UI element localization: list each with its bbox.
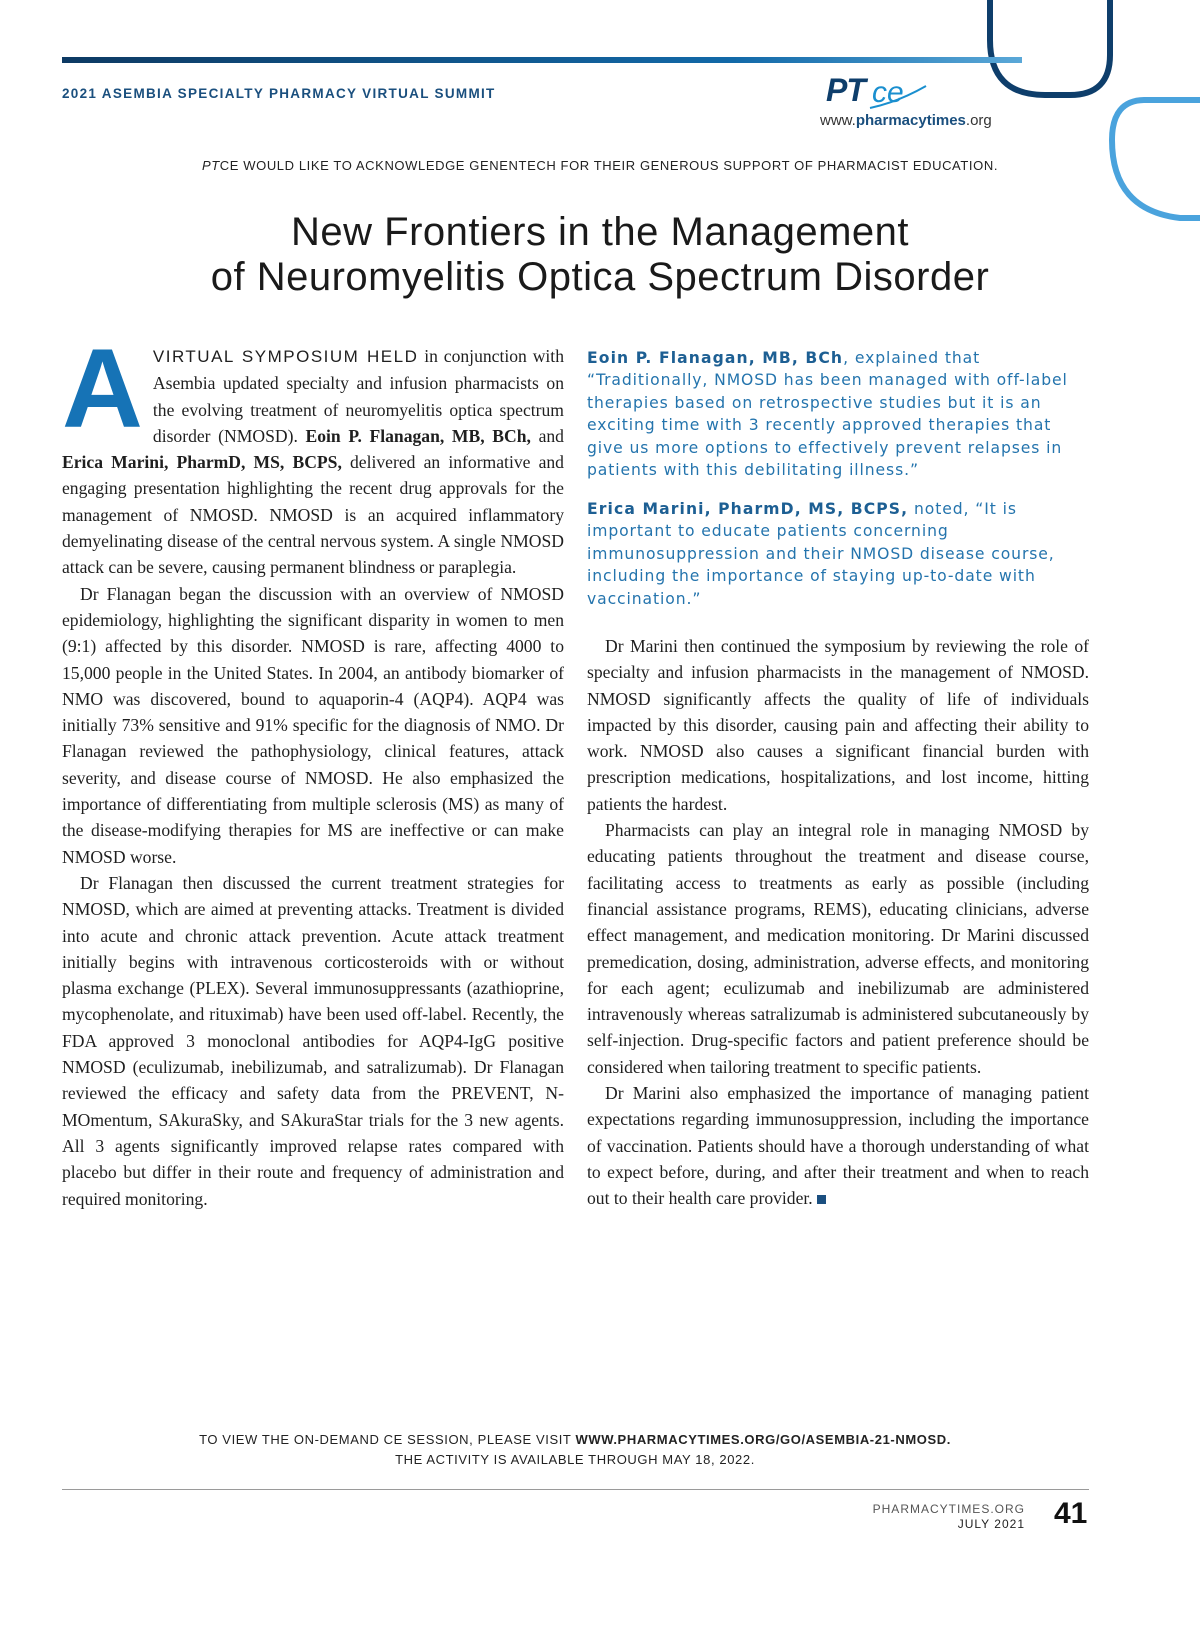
intro-paragraph: AVIRTUAL SYMPOSIUM HELD in conjunction with Asembia updated specialty and infusion pharmacists on the evolving treatment of neuromyelitis optica spectrum disorder (NMOSD). Eoin P. Flanagan, MB, BCh, and Erica Marini, PharmD, MS, BCPS, delivered an informative and engaging presentation highlighting the recent drug approvals for the management of NMOSD. NMOSD is an acquired inflammatory demyelinating disease of the central nervous system. A single NMOSD attack can be severe, causing permanent blindness or paraplegia. [62,326,564,578]
issue-date: JULY 2021 [957,1517,1025,1531]
page-number: 41 [1054,1497,1088,1530]
acknowledgement: PTCE WOULD LIKE TO ACKNOWLEDGE GENENTECH FOR THEIR GENEROUS SUPPORT OF PHARMACIST EDUCATION. [201,158,999,173]
paragraph-treatment: Dr Flanagan then discussed the current treatment strategies for NMOSD, which are aimed at preventing attacks. Treatment is divided into acute and chronic attack prevention. Acute attack treatment initially begins with intravenous corticosteroids with or without plasma exchange (PLEX). Several immunosuppressants (azathioprine, mycophenolate, and rituximab) have been used off-label. Recently, the FDA approved 3 monoclonal antibodies for AQP4-IgG positive NMOSD (eculizumab, inebilizumab, and satralizumab). Dr Flanagan reviewed the efficacy and safety data from the PREVENT, N-MOmentum, SAkuraSky, and SAkuraStar trials for the 3 new agents. All 3 agents significantly improved relapse rates compared with placebo but differ in their route and frequency of administration and required monitoring. [62,872,564,1209]
footer-rule [62,1489,1089,1490]
logo-url[interactable]: www.pharmacytimes.org [820,112,992,129]
right-column [587,633,1089,1212]
paragraph-pharmacist-role: Dr Marini then continued the symposium by reviewing the role of specialty and infusion pharmacists in the management of NMOSD. NMOSD significantly affects the quality of life of individuals impacted by this disorder, causing pain and affecting their ability to work. NMOSD also causes a significant financial burden with prescription medications, hospitalizations, and lost income, hitting patients the hardest. [587,636,1089,814]
summit-title: 2021 ASEMBIA SPECIALTY PHARMACY VIRTUAL SUMMIT [62,86,496,101]
title-line-1: New Frontiers in the Management [291,210,909,254]
article-title [0,210,1200,300]
ptce-logo[interactable] [820,72,1030,132]
publication-name: PHARMACYTIMES.ORG [872,1502,1025,1516]
header-rule [62,57,1022,63]
pull-quote-marini: Erica Marini, PharmD, MS, BCPS, noted, “It is important to educate patients concerning immunosuppression and their NMOSD disease course, including the importance of staying up-to-date with vaccination.” [587,500,1055,608]
footer-note: TO VIEW THE ON-DEMAND CE SESSION, PLEASE VISIT WWW.PHARMACYTIMES.ORG/GO/ASEMBIA-21-NMOSD. THE ACTIVITY IS AVAILABLE THROUGH MAY 18, 2022. [199,1432,951,1467]
logo-swoosh-icon [868,82,928,112]
lead-in: VIRTUAL SYMPOSIUM HELD [152,347,419,366]
left-column [62,326,564,1212]
logo-pt: PT [826,72,865,108]
publication-info [873,1502,1025,1532]
paragraph-epidemiology: Dr Flanagan began the discussion with an overview of NMOSD epidemiology, highlighting the significant disparity in women to men (9:1) affected by this disorder. NMOSD is rare, affecting 4000 to 15,000 people in the United States. In 2004, an antibody biomarker of NMO was discovered, bound to aquaporin-4 (AQP4). AQP4 was initially 73% sensitive and 91% specific for the diagnosis of NMO. Dr Flanagan reviewed the pathophysiology, clinical features, attack severity, and disease course of NMOSD. He also emphasized the importance of differentiating from multiple sclerosis (MS) as many of the disease-modifying therapies for MS are ineffective or can make NMOSD worse. [62,583,564,867]
pull-quote-flanagan: Eoin P. Flanagan, MB, BCh, explained that “Traditionally, NMOSD has been managed with off-label therapies based on retrospective studies but it is an exciting time with 3 recently approved therapies that give us more options to effectively prevent relapses in patients with this debilitating illness.” [587,349,1068,480]
title-line-2: of Neuromyelitis Optica Spectrum Disorder [210,255,990,299]
drop-cap: A [62,326,143,451]
session-link[interactable]: WWW.PHARMACYTIMES.ORG/GO/ASEMBIA-21-NMOSD. [575,1432,951,1447]
logo-ce: ce [872,76,904,109]
paragraph-pharmacists-management: Pharmacists can play an integral role in managing NMOSD by educating patients throughout the treatment and disease course, facilitating access to treatments as early as possible (including financial assistance programs, REMS), educating clinicians, adverse effect management, and medication monitoring. Dr Marini discussed premedication, dosing, administration, adverse effects, and monitoring for each agent; eculizumab and inebilizumab are administered intravenously whereas satralizumab is administered subcutaneously by self-injection. Drug-specific factors and patient preference should be considered when tailoring treatment to specific patients. [587,820,1089,1077]
paragraph-expectations: Dr Marini also emphasized the importance of managing patient expectations regarding immunosuppression, including the importance of vaccination. Patients should have a thorough understanding of what to expect before, during, and after their treatment and when to reach out to their health care provider. [587,1083,1089,1209]
end-mark-icon [817,1195,826,1204]
